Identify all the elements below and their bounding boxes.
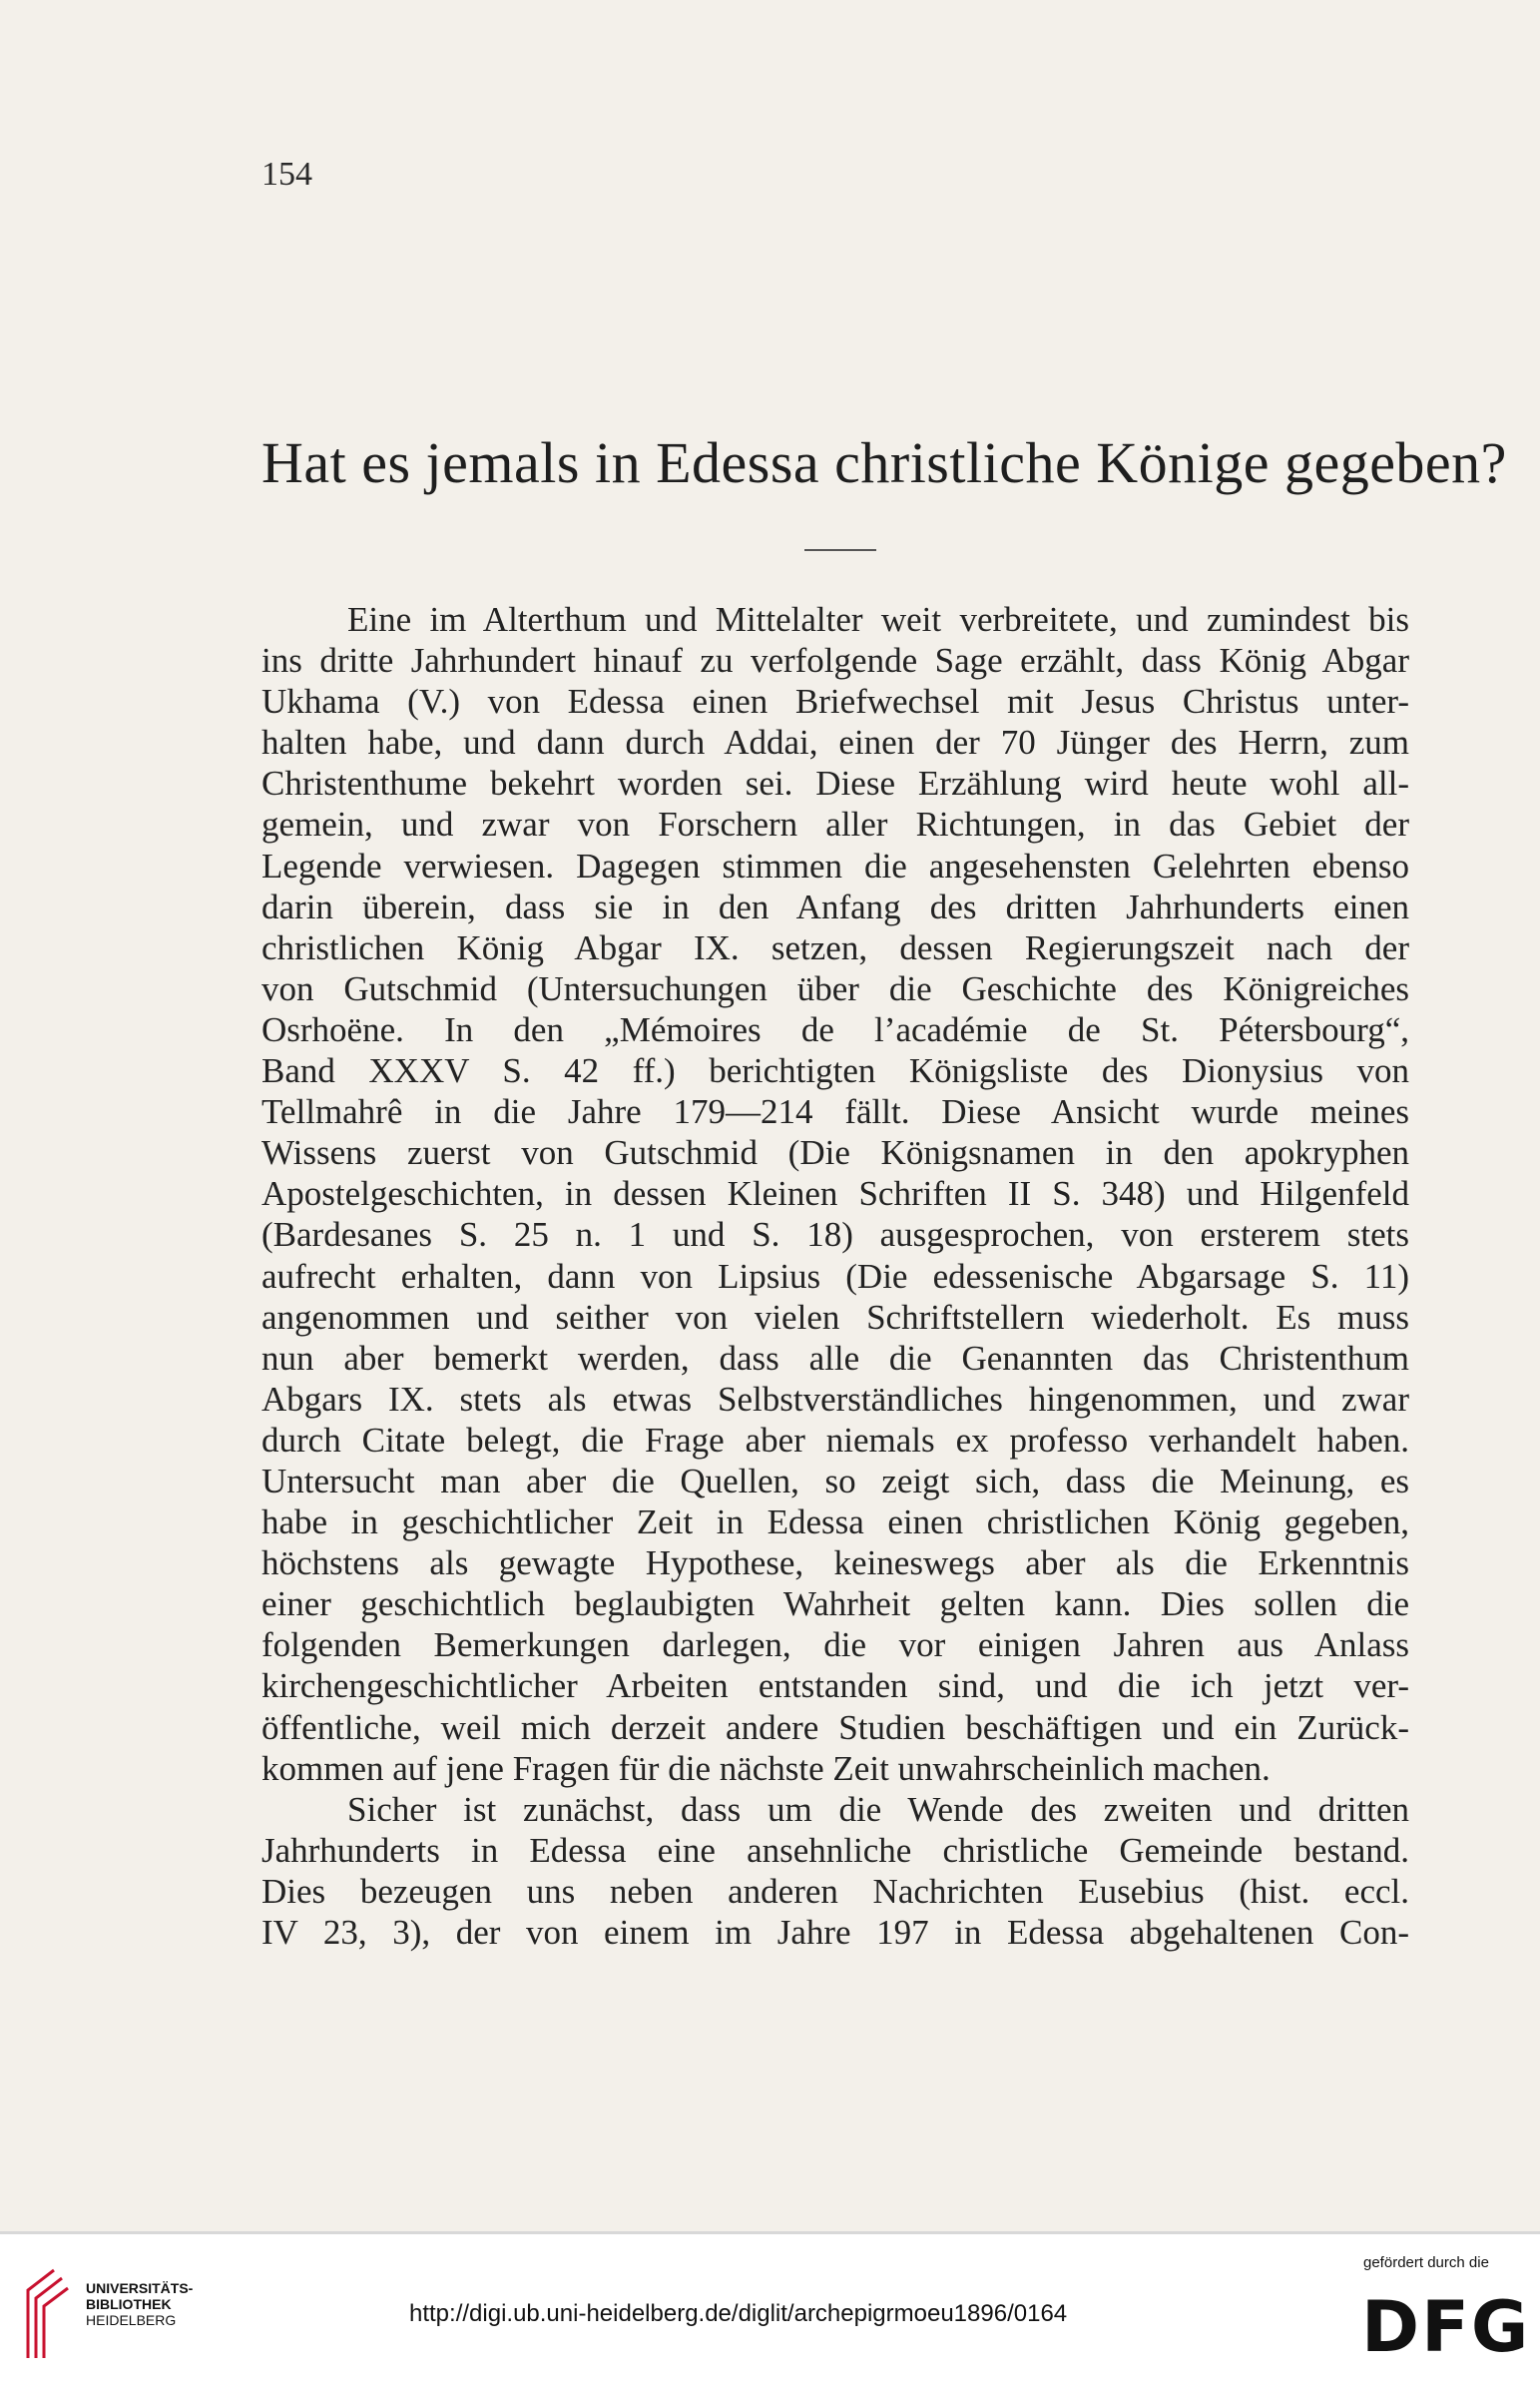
page-number: 154: [261, 156, 312, 193]
dfg-logo: DFG: [1361, 2286, 1531, 2368]
library-name-line: UNIVERSITÄTS-: [86, 2280, 194, 2296]
text-line: höchstens als gewagte Hypothese, keineswegs aber als die Erkenntnis: [261, 1543, 1409, 1583]
body-text: [261, 599, 1409, 1953]
text-line: Christenthume bekehrt worden sei. Diese Erzählung wird heute wohl all-: [261, 764, 1409, 804]
text-line: Wissens zuerst von Gutschmid (Die Königsnamen in den apokryphen: [261, 1133, 1409, 1173]
text-line: Jahrhunderts in Edessa eine ansehnliche christliche Gemeinde bestand.: [261, 1830, 1409, 1870]
text-line: habe in geschichtlicher Zeit in Edessa einen christlichen König gegeben,: [261, 1502, 1409, 1542]
text-line: darin überein, dass sie in den Anfang des dritten Jahrhunderts einen: [261, 887, 1409, 926]
text-line: nun aber bemerkt werden, dass alle die Genannten das Christenthum: [261, 1338, 1409, 1378]
library-logo-icon: [18, 2266, 72, 2362]
text-line: aufrecht erhalten, dann von Lipsius (Die edessenische Abgarsage S. 11): [261, 1256, 1409, 1296]
text-line: öffentliche, weil mich derzeit andere Studien beschäftigen und ein Zurück-: [261, 1707, 1409, 1747]
library-name-line: HEIDELBERG: [86, 2312, 177, 2328]
text-line: Legende verwiesen. Dagegen stimmen die angesehensten Gelehrten ebenso: [261, 846, 1409, 886]
text-line: von Gutschmid (Untersuchungen über die Geschichte des Königreiches: [261, 968, 1409, 1008]
text-line: (Bardesanes S. 25 n. 1 und S. 18) ausgesprochen, von ersterem stets: [261, 1215, 1409, 1255]
text-line: Tellmahrê in die Jahre 179—214 fällt. Diese Ansicht wurde meines: [261, 1092, 1409, 1132]
title-divider: [804, 549, 876, 551]
permalink-url[interactable]: http://digi.ub.uni-heidelberg.de/diglit/archepigrmoeu1896/0164: [409, 2300, 1068, 2327]
text-line: einer geschichtlich beglaubigten Wahrheit gelten kann. Dies sollen die: [261, 1584, 1409, 1624]
text-line: Apostelgeschichten, in dessen Kleinen Schriften II S. 348) und Hilgenfeld: [261, 1174, 1409, 1214]
text-line: durch Citate belegt, die Frage aber niemals ex professo verhandelt haben.: [261, 1420, 1409, 1460]
library-name: [86, 2280, 193, 2328]
text-line: Band XXXV S. 42 ff.) berichtigten Königsliste des Dionysius von: [261, 1051, 1409, 1091]
text-line: IV 23, 3), der von einem im Jahre 197 in Edessa abgehaltenen Con-: [261, 1913, 1409, 1952]
library-name-line: BIBLIOTHEK: [86, 2296, 172, 2312]
text-line: kommen auf jene Fragen für die nächste Zeit unwahrscheinlich machen.: [261, 1748, 1271, 1788]
text-line: Eine im Alterthum und Mittelalter weit verbreitete, und zumindest bis: [347, 600, 1409, 639]
text-line: Ukhama (V.) von Edessa einen Briefwechsel mit Jesus Christus unter-: [261, 682, 1409, 722]
text-line: Sicher ist zunächst, dass um die Wende des zweiten und dritten: [347, 1789, 1409, 1829]
text-line: folgenden Bemerkungen darlegen, die vor einigen Jahren aus Anlass: [261, 1625, 1409, 1665]
text-line: Untersucht man aber die Quellen, so zeigt sich, dass die Meinung, es: [261, 1461, 1409, 1500]
text-line: gemein, und zwar von Forschern aller Richtungen, in das Gebiet der: [261, 805, 1409, 845]
text-line: Abgars IX. stets als etwas Selbstverständliches hingenommen, und zwar: [261, 1379, 1409, 1419]
text-line: halten habe, und dann durch Addai, einen der 70 Jünger des Herrn, zum: [261, 723, 1409, 763]
text-line: Osrhoëne. In den „Mémoires de l’académie de St. Pétersbourg“,: [261, 1009, 1409, 1049]
text-line: ins dritte Jahrhundert hinauf zu verfolgende Sage erzählt, dass König Abgar: [261, 641, 1409, 681]
text-line: angenommen und seither von vielen Schriftstellern wiederholt. Es muss: [261, 1297, 1409, 1337]
sponsor-label: gefördert durch die: [1363, 2254, 1489, 2271]
text-line: Dies bezeugen uns neben anderen Nachrichten Eusebius (hist. eccl.: [261, 1871, 1409, 1911]
text-line: kirchengeschichtlicher Arbeiten entstanden sind, und die ich jetzt ver-: [261, 1666, 1409, 1706]
text-line: christlichen König Abgar IX. setzen, dessen Regierungszeit nach der: [261, 927, 1409, 967]
footer-divider: [0, 2231, 1540, 2234]
article-title: Hat es jemals in Edessa christliche Könige gegeben?: [261, 430, 1507, 495]
